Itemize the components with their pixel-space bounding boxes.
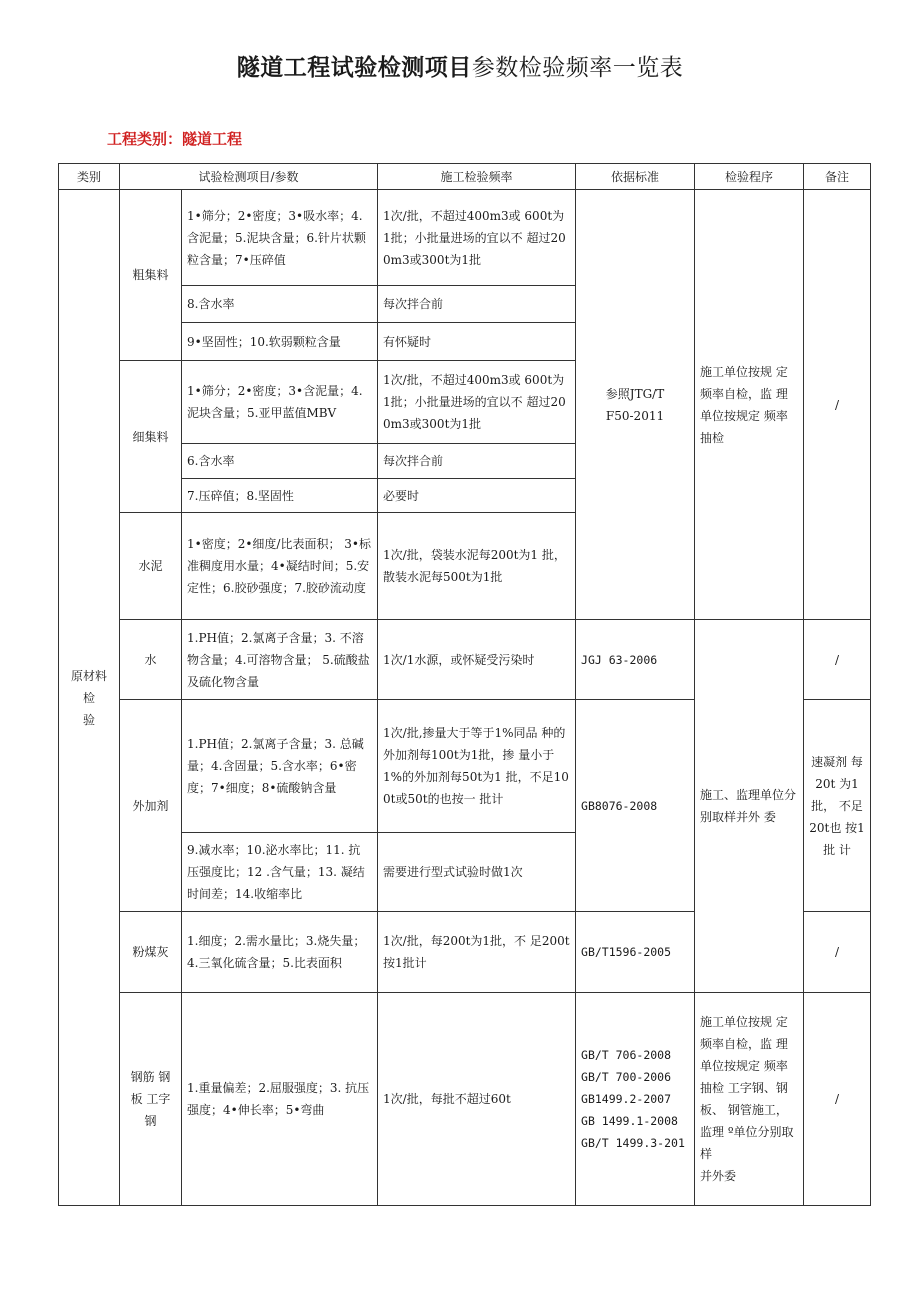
material-coarse: 粗集料 bbox=[120, 190, 182, 361]
params-cell: 6.含水率 bbox=[182, 444, 378, 479]
params-cell: 9•坚固性；10.软弱颗粒含量 bbox=[182, 323, 378, 361]
frequency-cell: 必要时 bbox=[378, 479, 576, 513]
header-params: 试验检测项目/参数 bbox=[120, 164, 378, 190]
remark-cell: / bbox=[804, 620, 871, 700]
material-steel: 钢筋 钢板 工字钢 bbox=[120, 993, 182, 1206]
standard-cell: GB/T1596-2005 bbox=[576, 912, 695, 993]
material-admixture: 外加剂 bbox=[120, 700, 182, 912]
frequency-cell: 每次拌合前 bbox=[378, 444, 576, 479]
material-fine: 细集料 bbox=[120, 361, 182, 513]
category-cell: 原材料 检 验 bbox=[59, 190, 120, 1206]
frequency-cell: 1次/批，不超过400m3或 600t为1批；小批量进场的宜以不 超过200m3或300t为1批 bbox=[378, 190, 576, 286]
frequency-cell: 需要进行型式试验时做1次 bbox=[378, 833, 576, 912]
params-cell: 9.减水率；10.泌水率比；11. 抗压强度比；12 .含气量；13. 凝结时间差；14.收缩率比 bbox=[182, 833, 378, 912]
frequency-cell: 1次/批，不超过400m3或 600t为1批；小批量进场的宜以不 超过200m3或300t为1批 bbox=[378, 361, 576, 444]
params-cell: 1.PH值；2.氯离子含量；3. 总碱量；4.含固量；5.含水率；6•密度；7•细度；8•硫酸钠含量 bbox=[182, 700, 378, 833]
remark-cell: / bbox=[804, 993, 871, 1206]
remark-cell: 速凝剂 每20t 为1批， 不足20t也 按1批 计 bbox=[804, 700, 871, 912]
header-remark: 备注 bbox=[804, 164, 871, 190]
table-row bbox=[59, 620, 871, 700]
frequency-cell: 有怀疑时 bbox=[378, 323, 576, 361]
frequency-cell: 1次/批,掺量大于等于1%同品 种的外加剂每100t为1批，掺 量小于1%的外加剂每50t为1 批，不足100t或50t的也按一 批计 bbox=[378, 700, 576, 833]
params-cell: 8.含水率 bbox=[182, 286, 378, 323]
standard-cell: GB8076-2008 bbox=[576, 700, 695, 912]
procedure-cell: 施工、监理单位分别取样并外 委 bbox=[695, 620, 804, 993]
frequency-cell: 1次/批，每批不超过60t bbox=[378, 993, 576, 1206]
header-standard: 依据标准 bbox=[576, 164, 695, 190]
title-rest: 参数检验频率一览表 bbox=[471, 55, 684, 81]
header-frequency: 施工检验频率 bbox=[378, 164, 576, 190]
params-cell: 1.PH值；2.氯离子含量；3. 不溶物含量；4.可溶物含量； 5.硫酸盐及硫化物含量 bbox=[182, 620, 378, 700]
procedure-cell: 施工单位按规 定频率自检，监 理单位按规定 频率抽检 bbox=[695, 190, 804, 620]
frequency-cell: 每次拌合前 bbox=[378, 286, 576, 323]
header-row bbox=[59, 164, 871, 190]
standard-cell: 参照JTG/T F50-2011 bbox=[576, 190, 695, 620]
frequency-cell: 1次/批，袋装水泥每200t为1 批，散装水泥每500t为1批 bbox=[378, 513, 576, 620]
standard-cell: GB/T 706-2008 GB/T 700-2006 GB1499.2-2007 GB 1499.1-2008 GB/T 1499.3-201 bbox=[576, 993, 695, 1206]
title-bold: 隧道工程试验检测项目 bbox=[236, 55, 472, 81]
inspection-table bbox=[58, 163, 871, 1206]
table-row bbox=[59, 993, 871, 1206]
material-water: 水 bbox=[120, 620, 182, 700]
remark-cell: / bbox=[804, 190, 871, 620]
remark-cell: / bbox=[804, 912, 871, 993]
project-category: 工程类别：隧道工程 bbox=[107, 130, 243, 148]
page-title bbox=[0, 52, 920, 84]
params-cell: 1•筛分；2•密度；3•含泥量；4.泥块含量；5.亚甲蓝值MBV bbox=[182, 361, 378, 444]
procedure-cell: 施工单位按规 定频率自检，监 理单位按规定 频率抽检 工字钢、钢板、 钢管施工，监理 º单位分别取样 并外委 bbox=[695, 993, 804, 1206]
frequency-cell: 1次/1水源，或怀疑受污染时 bbox=[378, 620, 576, 700]
params-cell: 1•密度；2•细度/比表面积； 3•标准稠度用水量；4•凝结时间；5.安定性；6.胶砂强度；7.胶砂流动度 bbox=[182, 513, 378, 620]
material-flyash: 粉煤灰 bbox=[120, 912, 182, 993]
header-procedure: 检验程序 bbox=[695, 164, 804, 190]
frequency-cell: 1次/批，每200t为1批，不 足200t按1批计 bbox=[378, 912, 576, 993]
params-cell: 1.重量偏差；2.屈服强度；3. 抗压强度；4•伸长率；5•弯曲 bbox=[182, 993, 378, 1206]
params-cell: 7.压碎值；8.坚固性 bbox=[182, 479, 378, 513]
material-cement: 水泥 bbox=[120, 513, 182, 620]
standard-cell: JGJ 63-2006 bbox=[576, 620, 695, 700]
params-cell: 1.细度；2.需水量比；3.烧失量；4.三氧化硫含量；5.比表面积 bbox=[182, 912, 378, 993]
params-cell: 1•筛分；2•密度；3•吸水率；4.含泥量；5.泥块含量；6.针片状颗粒含量；7•压碎值 bbox=[182, 190, 378, 286]
header-category: 类别 bbox=[59, 164, 120, 190]
table-row bbox=[59, 190, 871, 286]
